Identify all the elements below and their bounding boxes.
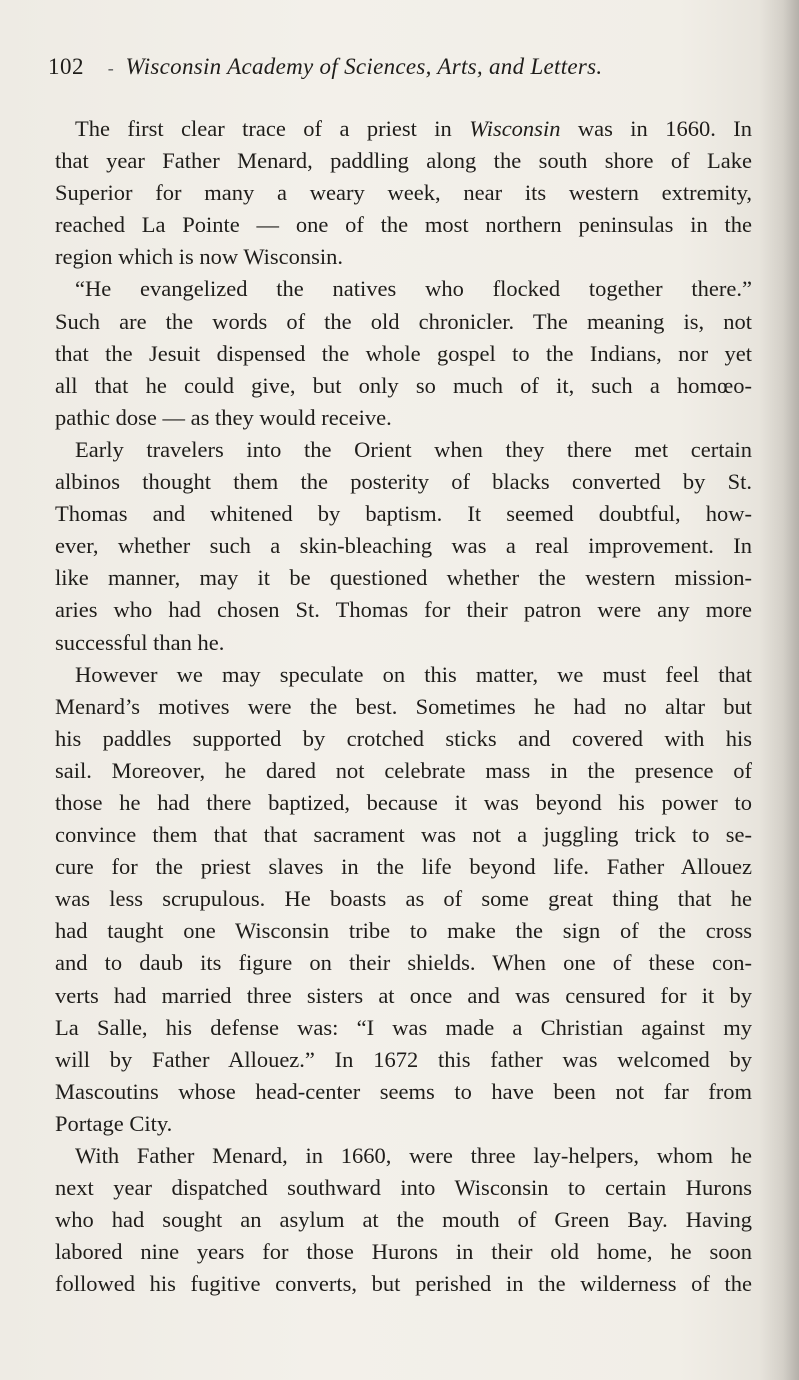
text-line: Such are the words of the old chronicler. The meaning is, not	[55, 308, 752, 334]
text-line: Menard’s motives were the best. Sometimes he had no altar but	[55, 693, 752, 719]
text-line: “He evangelized the natives who flocked together there.”	[75, 276, 752, 302]
text-line: Superior for many a weary week, near its western extremity,	[55, 180, 752, 206]
text-line: convince them that that sacrament was not a juggling trick to se-	[55, 822, 752, 848]
text-line: successful than he.	[55, 629, 225, 655]
text-line: all that he could give, but only so much of it, such a homœo-	[55, 372, 752, 398]
text-line: followed his fugitive converts, but perished in the wilderness of the	[55, 1271, 752, 1297]
body-text	[55, 113, 752, 1300]
text-line: Mascoutins whose head-center seems to have been not far from	[55, 1078, 752, 1104]
text-line: aries who had chosen St. Thomas for their patron were any more	[55, 597, 752, 623]
text-line: cure for the priest slaves in the life beyond life. Father Allouez	[55, 854, 752, 880]
text-line: reached La Pointe — one of the most northern peninsulas in the	[55, 212, 752, 238]
text-line: pathic dose — as they would receive.	[55, 404, 392, 430]
text-line: next year dispatched southward into Wisconsin to certain Hurons	[55, 1175, 752, 1201]
text-line: region which is now Wisconsin.	[55, 244, 344, 270]
text-line: labored nine years for those Hurons in their old home, he soon	[55, 1239, 752, 1265]
text-line: had taught one Wisconsin tribe to make the sign of the cross	[55, 918, 752, 944]
text-line: will by Father Allouez.” In 1672 this father was welcomed by	[55, 1046, 752, 1072]
text-line: ever, whether such a skin-bleaching was a real improvement. In	[55, 533, 752, 559]
page-header	[48, 50, 688, 84]
text-line: like manner, may it be questioned whether the western mission-	[55, 565, 752, 591]
text-line: was less scrupulous. He boasts as of some great thing that he	[55, 886, 752, 912]
text-line: However we may speculate on this matter, we must feel that	[75, 661, 752, 687]
page-edge-shadow	[759, 0, 799, 1380]
text-line: those he had there baptized, because it was beyond his power to	[55, 789, 752, 815]
page-number: 102	[48, 54, 84, 79]
text-line: The first clear trace of a priest in Wisconsin was in 1660. In	[75, 116, 752, 141]
text-line: and to daub its figure on their shields. When one of these con-	[55, 950, 752, 976]
header-dash: -	[107, 58, 114, 78]
text-line: his paddles supported by crotched sticks and covered with his	[55, 725, 752, 751]
text-line: Portage City.	[55, 1110, 173, 1136]
text-line: that the Jesuit dispensed the whole gospel to the Indians, nor yet	[55, 340, 752, 366]
running-title: Wisconsin Academy of Sciences, Arts, and Letters.	[125, 54, 603, 79]
text-line: verts had married three sisters at once and was censured for it by	[55, 982, 752, 1008]
text-line: Early travelers into the Orient when they there met certain	[75, 436, 752, 462]
text-line: Thomas and whitened by baptism. It seemed doubtful, how-	[55, 501, 752, 527]
text-line: With Father Menard, in 1660, were three lay-helpers, whom he	[75, 1143, 752, 1168]
text-line: albinos thought them the posterity of blacks converted by St.	[55, 469, 752, 495]
text-line: that year Father Menard, paddling along the south shore of Lake	[55, 148, 752, 174]
text-line: La Salle, his defense was: “I was made a Christian against my	[55, 1014, 752, 1040]
text-line: who had sought an asylum at the mouth of Green Bay. Having	[55, 1207, 752, 1233]
text-line: sail. Moreover, he dared not celebrate mass in the presence of	[55, 757, 752, 783]
